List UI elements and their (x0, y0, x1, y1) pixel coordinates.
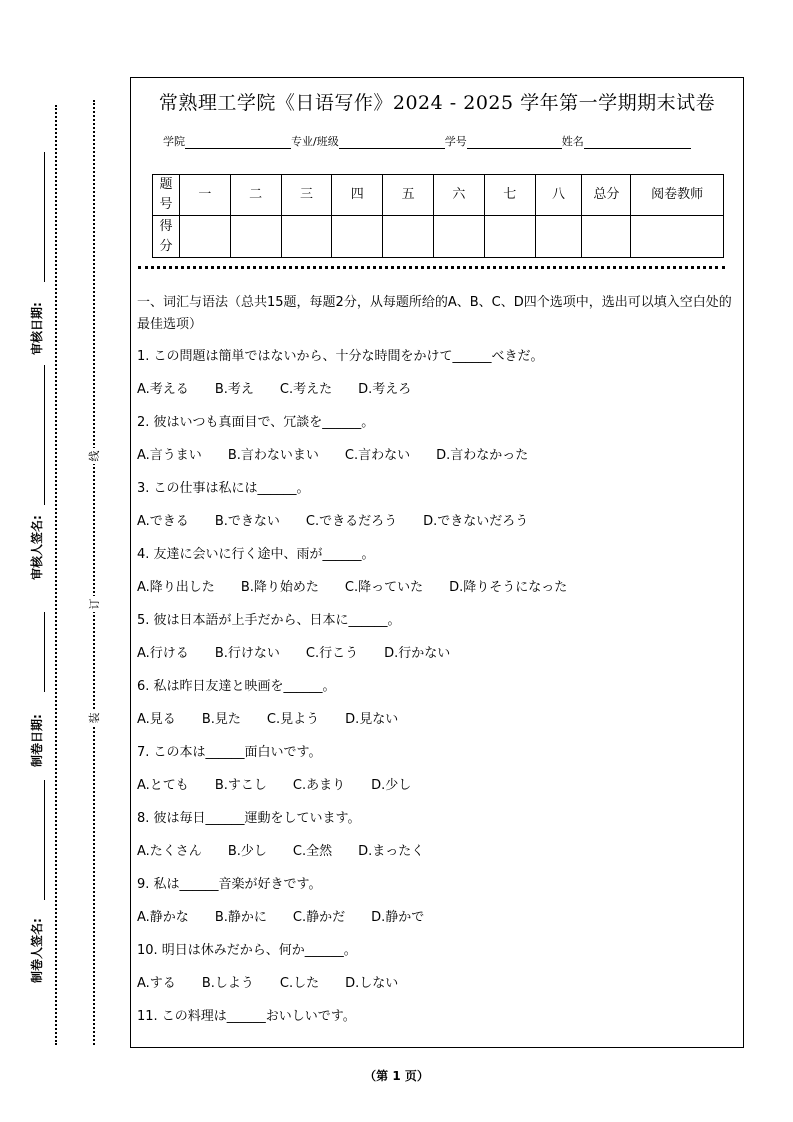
options-row (137, 577, 741, 610)
options-row (137, 643, 741, 676)
section-heading: 一、词汇与语法（总共15题，每题2分，从每题所给的A、B、C、D四个选项中，选出可以填入空白处的最佳选项） (137, 295, 732, 332)
option: B.できない (214, 514, 280, 529)
col-1: 一 (179, 175, 230, 216)
option: C.した (279, 976, 320, 991)
margin-dotted-line-left (55, 105, 57, 1045)
score-cell[interactable] (281, 216, 332, 258)
make-date-line (44, 612, 45, 692)
option: C.全然 (292, 844, 333, 859)
name-label: 姓名 (561, 135, 584, 148)
option: B.少し (227, 844, 267, 859)
col-3: 三 (281, 175, 332, 216)
exam-frame (130, 77, 744, 1048)
bind-char-xian: 线 (86, 448, 102, 464)
option: C.あまり (292, 778, 346, 793)
maker-sign-label: 制卷人签名: (30, 918, 44, 983)
option: C.できるだろう (305, 514, 398, 529)
question: 11. この料理は______おいしいです。 (137, 1009, 356, 1024)
options-row (137, 973, 741, 1006)
option: D.しない (345, 976, 399, 991)
options-row (137, 445, 741, 478)
student-id-label: 学号 (444, 135, 467, 148)
option: B.降り始めた (240, 580, 319, 595)
question: 10. 明日は休みだから、何か______。 (137, 943, 357, 958)
score-cell[interactable] (383, 216, 434, 258)
option: A.たくさん (137, 844, 202, 859)
option: A.できる (137, 514, 189, 529)
option: D.できないだろう (423, 514, 529, 529)
option: C.静かだ (292, 910, 346, 925)
row2-label: 得分 (153, 216, 180, 258)
option: D.行かない (384, 646, 451, 661)
exam-title: 常熟理工学院《日语写作》2024 - 2025 学年第一学期期末试卷 (158, 92, 716, 114)
score-table (152, 174, 724, 258)
option: A.とても (137, 778, 189, 793)
options-row (137, 709, 741, 742)
option: A.行ける (137, 646, 189, 661)
student-info-row (163, 133, 691, 149)
option: B.すこし (214, 778, 267, 793)
col-grader: 阅卷教师 (631, 175, 724, 216)
page-number: （第 1 页） (364, 1069, 429, 1083)
options-row (137, 511, 741, 544)
audit-date-label: 审核日期: (30, 302, 44, 355)
auditor-sign-line (44, 365, 45, 505)
option: C.行こう (305, 646, 359, 661)
option: D.言わなかった (436, 448, 529, 463)
options-row (137, 907, 741, 940)
option: C.降っていた (344, 580, 424, 595)
question: 2. 彼はいつも真面目で、冗談を______。 (137, 415, 375, 430)
question: 3. この仕事は私には______。 (137, 481, 310, 496)
option: C.考えた (279, 382, 333, 397)
option: B.行けない (214, 646, 280, 661)
binding-dotted-line (93, 100, 95, 1045)
option: D.見ない (345, 712, 399, 727)
option: A.言うまい (137, 448, 202, 463)
score-cell[interactable] (179, 216, 230, 258)
options-row (137, 775, 741, 808)
college-field[interactable] (185, 136, 291, 149)
bind-char-ding: 订 (86, 596, 102, 612)
option: A.考える (137, 382, 189, 397)
col-5: 五 (383, 175, 434, 216)
col-8: 八 (535, 175, 582, 216)
option: D.降りそうになった (449, 580, 568, 595)
question: 6. 私は昨日友達と映画を______。 (137, 679, 336, 694)
score-table-score-row (153, 216, 724, 258)
score-cell[interactable] (631, 216, 724, 258)
question: 9. 私は______音楽が好きです。 (137, 877, 322, 892)
score-table-header-row (153, 175, 724, 216)
option: B.静かに (214, 910, 267, 925)
row1-label: 题号 (153, 175, 180, 216)
option: A.見る (137, 712, 176, 727)
score-cell[interactable] (230, 216, 281, 258)
question: 8. 彼は毎日______運動をしています。 (137, 811, 361, 826)
make-date-label: 制卷日期: (30, 714, 44, 767)
col-6: 六 (434, 175, 485, 216)
option: C.言わない (344, 448, 411, 463)
col-2: 二 (230, 175, 281, 216)
score-cell[interactable] (582, 216, 631, 258)
auditor-sign-label: 审核人签名: (30, 515, 44, 580)
option: D.静かで (371, 910, 425, 925)
student-id-field[interactable] (467, 136, 562, 149)
option: B.見た (201, 712, 241, 727)
options-row (137, 841, 741, 874)
major-field[interactable] (339, 136, 445, 149)
col-7: 七 (484, 175, 535, 216)
college-label: 学院 (163, 135, 185, 148)
option: C.見よう (266, 712, 320, 727)
question: 4. 友達に会いに行く途中、雨が______。 (137, 547, 375, 562)
question-section (137, 292, 741, 1039)
col-total: 总分 (582, 175, 631, 216)
score-cell[interactable] (434, 216, 485, 258)
option: D.少し (371, 778, 412, 793)
question: 7. この本は______面白いです。 (137, 745, 322, 760)
option: A.静かな (137, 910, 189, 925)
maker-sign-line (44, 780, 45, 900)
option: D.まったく (358, 844, 425, 859)
question: 5. 彼は日本語が上手だから、日本に______。 (137, 613, 401, 628)
major-label: 专业/班级 (291, 135, 339, 148)
audit-date-line (44, 152, 45, 282)
col-4: 四 (332, 175, 383, 216)
score-cell[interactable] (484, 216, 535, 258)
name-field[interactable] (584, 136, 691, 149)
question: 1. この問題は簡単ではないから、十分な時間をかけて______べきだ。 (137, 349, 544, 364)
option: B.考え (214, 382, 254, 397)
score-cell[interactable] (535, 216, 582, 258)
option: A.降り出した (137, 580, 215, 595)
option: B.しよう (201, 976, 254, 991)
score-cell[interactable] (332, 216, 383, 258)
option: D.考えろ (358, 382, 412, 397)
header-separator (138, 266, 725, 269)
option: A.する (137, 976, 176, 991)
options-row (137, 379, 741, 412)
option: B.言わないまい (227, 448, 319, 463)
bind-char-zhuang: 装 (86, 710, 102, 726)
